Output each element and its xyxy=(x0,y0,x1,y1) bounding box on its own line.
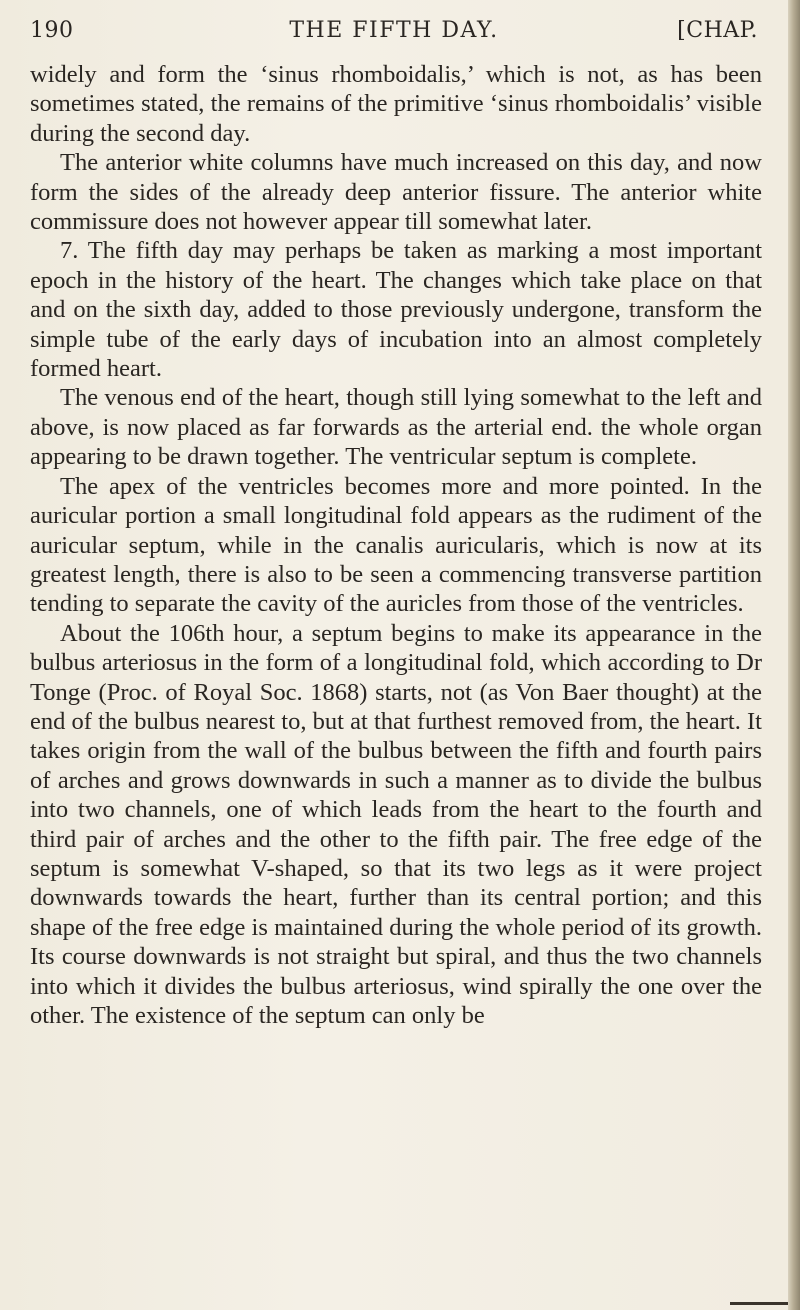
page-header xyxy=(30,18,758,58)
page-body xyxy=(30,60,762,1030)
chapter-marker: [CHAP. xyxy=(677,18,758,43)
paragraph: The anterior white columns have much increased on this day, and now form the sides of the already deep anterior fissure. The anterior white commissure does not however appear till somewhat later. xyxy=(30,149,762,236)
page-edge xyxy=(788,0,800,1310)
paragraph: The apex of the ventricles becomes more and more pointed. In the auricular portion a small longitudinal fold appears as the rudiment of the auricular septum, while in the canalis auricularis, which is now at its greatest length, there is also to be seen a commencing transverse partition tending to separate the cavity of the auricles from those of the ventricles. xyxy=(30,472,762,618)
paragraph: About the 106th hour, a septum begins to make its appearance in the bulbus arteriosus in the form of a longitudinal fold, which according to Dr Tonge (Proc. of Royal Soc. 1868) starts, not (as Von Baer thought) at the end of the bulbus nearest to, but at that furthest removed from, the heart. It takes origin from the wall of the bulbus between the fifth and fourth pairs of arches and grows downwards in such a manner as to divide the bulbus into two channels, one of which leads from the heart to the fourth and third pair of arches and the other to the fifth pair. The free edge of the septum is somewhat V-shaped, so that its two legs as it were project downwards towards the heart, further than its central portion; and this shape of the free edge is maintained during the whole period of its growth. Its course downwards is not straight but spiral, and thus the two channels into which it divides the bulbus arteriosus, wind spirally the one over the other. The existence of the septum can only be xyxy=(30,619,762,1029)
paragraph: 7. The fifth day may perhaps be taken as marking a most important epoch in the history of the heart. The changes which take place on that and on the sixth day, added to those previously undergone, transform the simple tube of the early days of incubation into an almost completely formed heart. xyxy=(30,237,762,383)
bottom-rule xyxy=(730,1302,788,1305)
paragraph: widely and form the ‘sinus rhomboidalis,’ which is not, as has been sometimes stated, the remains of the primitive ‘sinus rhomboidalis’ visible during the second day. xyxy=(30,61,762,147)
page-number: 190 xyxy=(30,18,74,43)
paragraph: The venous end of the heart, though still lying somewhat to the left and above, is now placed as far forwards as the arterial end. the whole organ appearing to be drawn together. The ventricular septum is complete. xyxy=(30,384,762,471)
running-title: THE FIFTH DAY. xyxy=(289,18,499,43)
